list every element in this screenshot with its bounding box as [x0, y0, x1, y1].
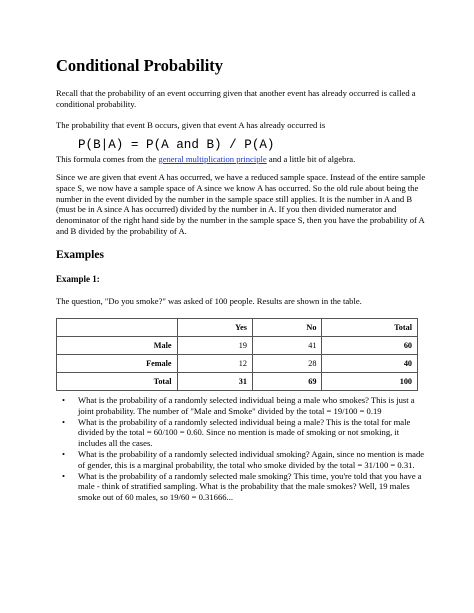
- examples-heading: Examples: [56, 249, 104, 261]
- bullet-icon: •: [62, 416, 66, 427]
- table-cell: 40: [322, 355, 418, 373]
- table-row: [57, 355, 418, 373]
- formula-note-before: This formula comes from the: [56, 154, 159, 164]
- formula-note-after: and a little bit of algebra.: [266, 154, 356, 164]
- row-label: Female: [57, 355, 178, 373]
- table-header-row: [57, 319, 418, 337]
- table-cell: 60: [322, 337, 418, 355]
- table-cell: 31: [177, 373, 252, 391]
- table-header-cell: Yes: [177, 319, 252, 337]
- formula-note: [56, 154, 428, 165]
- question-text: What is the probability of a randomly selected male smoking? This time, you're told that you have a male - think of stratified sampling. What is the probability that the male smokes? Well, 19 males smoke out of 60 males, so 19/60 = 0.31666...: [78, 470, 422, 503]
- table-row: [57, 373, 418, 391]
- table-cell: 28: [252, 355, 321, 373]
- list-item: [56, 471, 426, 503]
- explanation-paragraph: Since we are given that event A has occurred, we have a reduced sample space. Instead of the entire sample space S, we now have a sample space of A since we know A has occurred. So the old rule about being the number in the event divided by the number in the sample space still applies. It is the number in A and B (must be in A since A has occurred) divided by the number in A. If you then divided numerator and denominator of the right hand side by the number in the sample space S, then you have the probability of A and B divided by the probability of A.: [56, 172, 426, 236]
- bullet-icon: •: [62, 470, 66, 481]
- row-label: Total: [57, 373, 178, 391]
- smoking-table: [56, 318, 418, 391]
- row-label: Male: [57, 337, 178, 355]
- question-text: What is the probability of a randomly selected individual smoking? Again, since no mention is made of gender, this is a marginal probability, the total who smoke divided by the total = 31/100 = 0.31.: [78, 448, 425, 470]
- table-cell: 100: [322, 373, 418, 391]
- table-row: [57, 337, 418, 355]
- example-1-heading: Example 1:: [56, 274, 100, 284]
- table-header-cell: [57, 319, 178, 337]
- question-text: What is the probability of a randomly selected individual being a male who smokes? This is just a joint probability. The number of "Male and Smoke" divided by the total = 19/100 = 0.19: [78, 395, 415, 416]
- table-cell: 12: [177, 355, 252, 373]
- list-item: [56, 449, 426, 471]
- table-cell: 19: [177, 337, 252, 355]
- bullet-icon: •: [62, 448, 66, 459]
- table-cell: 69: [252, 373, 321, 391]
- table-cell: 41: [252, 337, 321, 355]
- bullet-icon: •: [62, 395, 66, 405]
- list-item: [56, 417, 426, 449]
- question-sentence: The question, "Do you smoke?" was asked of 100 people. Results are shown in the table.: [56, 296, 362, 306]
- page-title: Conditional Probability: [56, 56, 224, 75]
- event-b-sentence: The probability that event B occurs, given that event A has already occurred is: [56, 120, 326, 130]
- table-header-cell: No: [252, 319, 321, 337]
- questions-list: [56, 395, 426, 503]
- conditional-probability-formula: P(B|A) = P(A and B) / P(A): [78, 138, 275, 152]
- question-text: What is the probability of a randomly selected individual being a male? This is the total for male divided by the total = 60/100 = 0.60. Since no mention is made of smoking or not smoking, it includes all the cases.: [78, 416, 411, 449]
- general-multiplication-principle-link[interactable]: general multiplication principle: [158, 154, 267, 164]
- intro-paragraph: Recall that the probability of an event occurring given that another event has already occurred is called a conditional probability.: [56, 88, 416, 109]
- table-header-cell: Total: [322, 319, 418, 337]
- list-item: [56, 395, 426, 417]
